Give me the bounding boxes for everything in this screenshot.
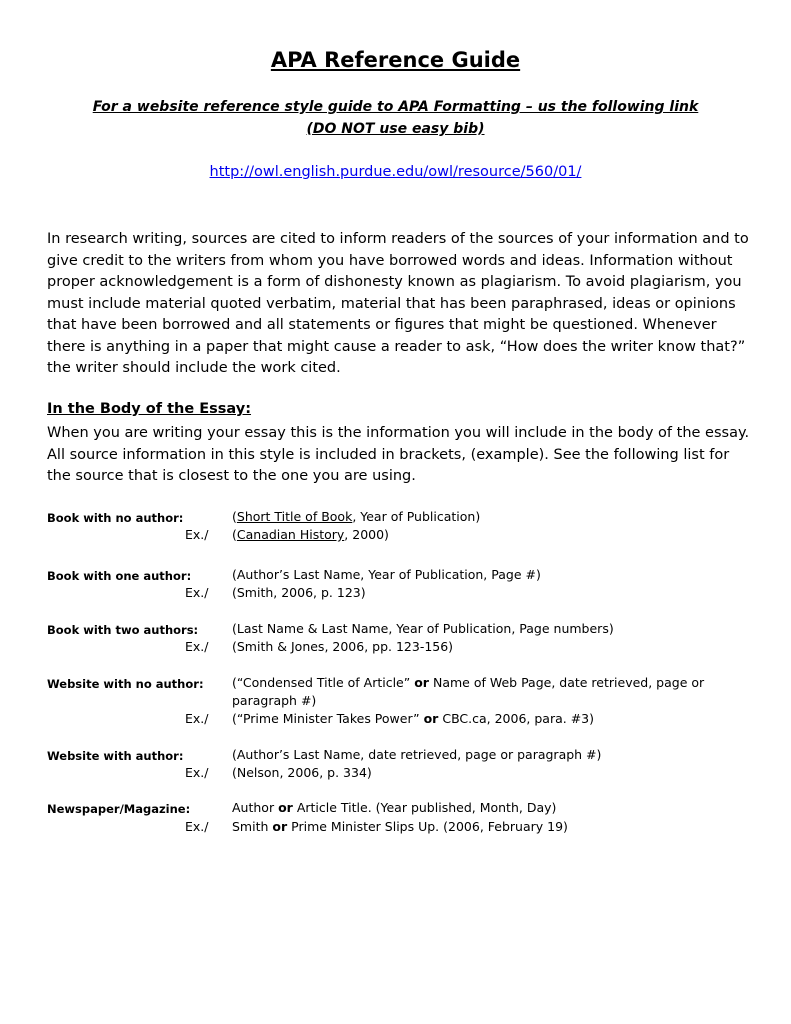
page-title: APA Reference Guide <box>270 48 521 72</box>
entry-example: (Smith, 2006, p. 123) <box>232 585 366 600</box>
example-label: Ex./ <box>185 585 209 600</box>
entry-label: Book with no author: <box>47 511 184 525</box>
entry-label: Book with one author: <box>47 569 192 583</box>
entry-label: Newspaper/Magazine: <box>47 802 191 816</box>
example-label: Ex./ <box>185 819 209 834</box>
body-of-essay-text: When you are writing your essay this is the information you will include in the body of the essay. All source information in this style is included in brackets, (example). See the following list for the source that is closest to the one you are using. <box>47 425 750 484</box>
example-label: Ex./ <box>185 527 209 542</box>
subtitle-line-1: For a website reference style guide to APA Formatting – us the following link <box>92 99 699 115</box>
entry-example: Smith or Prime Minister Slips Up. (2006, February 19) <box>232 819 568 834</box>
example-label: Ex./ <box>185 639 209 654</box>
entry-format: Author or Article Title. (Year published, Month, Day) <box>232 800 557 815</box>
entry-example: (Canadian History, 2000) <box>232 527 389 542</box>
intro-paragraph: In research writing, sources are cited to inform readers of the sources of your information and to give credit to the writers from whom you have borrowed words and ideas. Information without proper acknowledgement is a form of dishonesty known as plagiarism. To avoid plagiarism, you must include material quoted verbatim, material that has been paraphrased, ideas or opinions that have been borrowed and all statements or figures that might be questioned. Whenever there is anything in a paper that might cause a reader to ask, “How does the writer know that?” the writer should include the work cited. <box>47 231 749 376</box>
subtitle-line-2: (DO NOT use easy bib) <box>306 121 485 137</box>
entry-format: (“Condensed Title of Article” or Name of Web Page, date retrieved, page or <box>232 675 705 690</box>
entry-format: (Last Name & Last Name, Year of Publication, Page numbers) <box>232 621 614 636</box>
entry-example: (Smith & Jones, 2006, pp. 123-156) <box>232 639 454 654</box>
entry-label: Book with two authors: <box>47 623 199 637</box>
entry-label: Website with no author: <box>47 677 204 691</box>
owl-purdue-link[interactable]: http://owl.english.purdue.edu/owl/resource/560/01/ <box>209 164 582 180</box>
entry-format-continued: paragraph #) <box>232 693 317 708</box>
entry-format: (Author’s Last Name, date retrieved, page or paragraph #) <box>232 747 602 762</box>
entry-format: (Short Title of Book, Year of Publication) <box>232 509 481 524</box>
example-label: Ex./ <box>185 765 209 780</box>
body-of-essay-heading: In the Body of the Essay: <box>47 401 252 417</box>
entry-example: (“Prime Minister Takes Power” or CBC.ca, 2006, para. #3) <box>232 711 595 726</box>
entry-label: Website with author: <box>47 749 184 763</box>
example-label: Ex./ <box>185 711 209 726</box>
entry-example: (Nelson, 2006, p. 334) <box>232 765 372 780</box>
entry-format: (Author’s Last Name, Year of Publication, Page #) <box>232 567 541 582</box>
